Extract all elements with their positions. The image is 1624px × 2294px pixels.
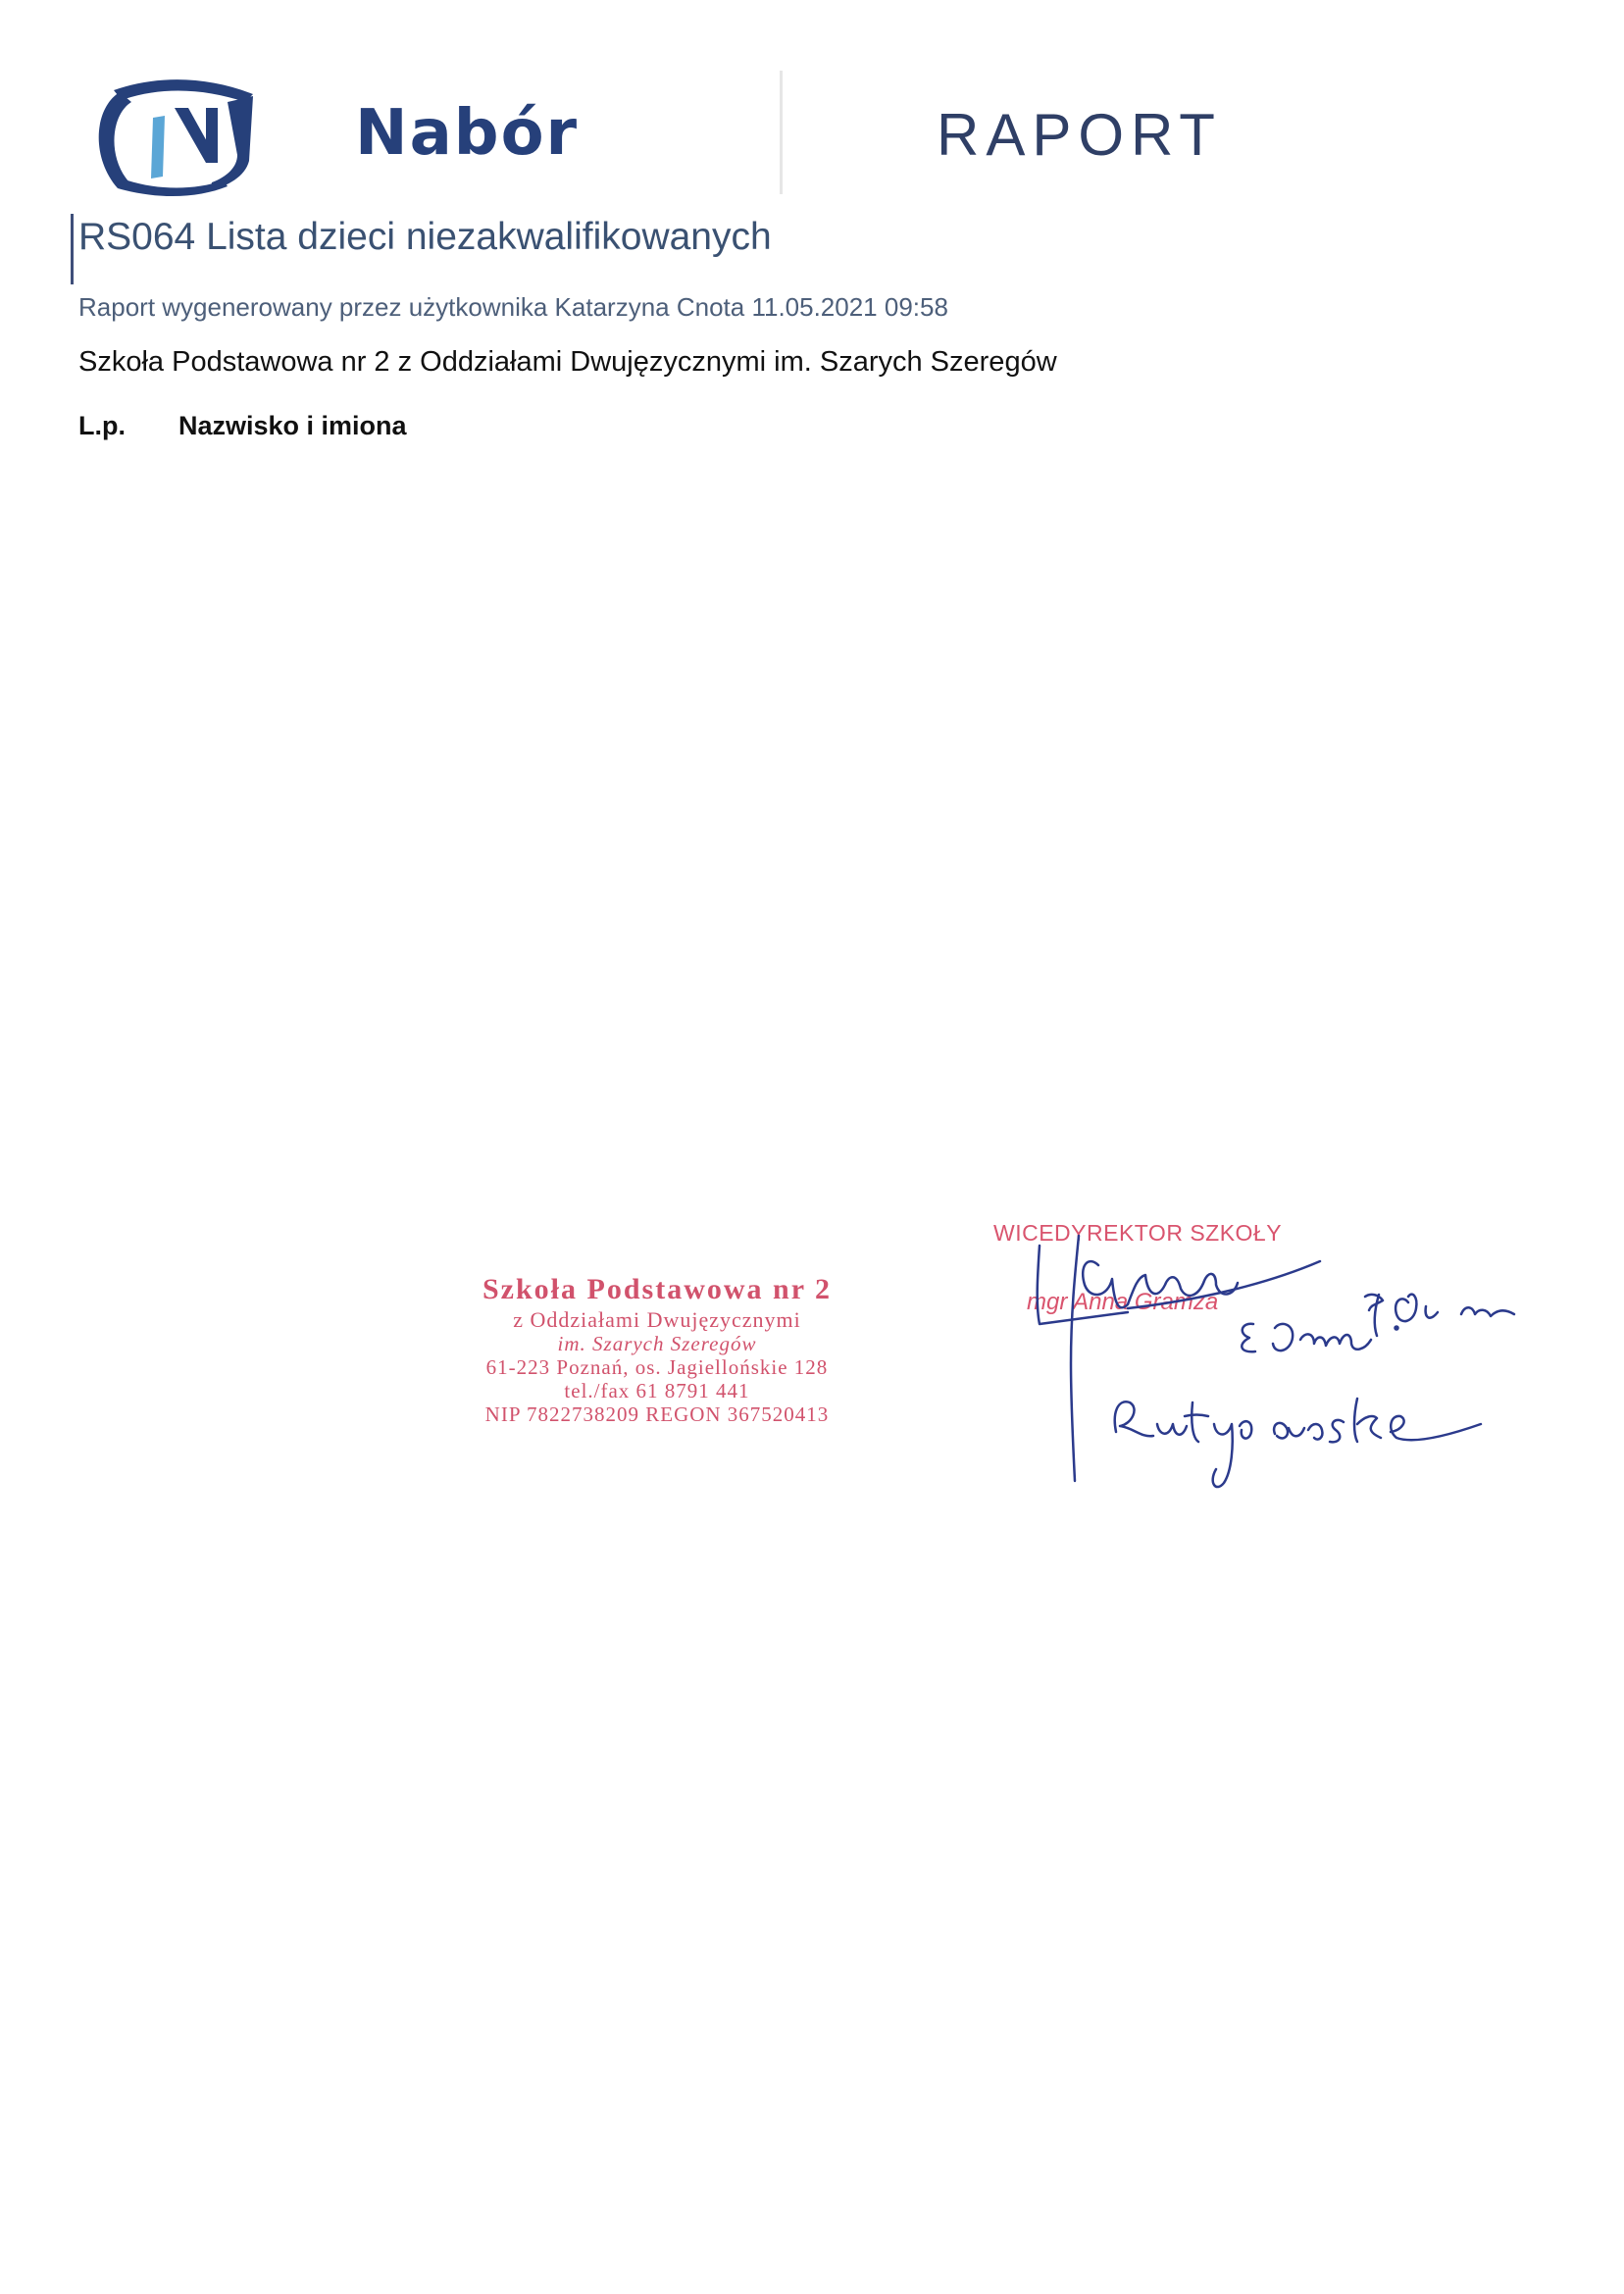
stamp-line: Szkoła Podstawowa nr 2 xyxy=(482,1273,832,1305)
report-generated-info: Raport wygenerowany przez użytkownika Katarzyna Cnota 11.05.2021 09:58 xyxy=(78,292,948,322)
stamp-line: 61-223 Poznań, os. Jagiellońskie 128 xyxy=(485,1354,829,1379)
stamp-line: tel./fax 61 8791 441 xyxy=(564,1379,750,1403)
school-stamp xyxy=(431,1273,883,1426)
nabor-logo-icon xyxy=(80,78,269,198)
title-accent-bar xyxy=(71,214,74,284)
logo-wordmark: Nabór xyxy=(355,97,580,170)
column-header-lp: L.p. xyxy=(78,411,126,440)
stamp-line: NIP 7822738209 REGON 367520413 xyxy=(484,1402,830,1427)
stamp-line: im. Szarych Szeregów xyxy=(557,1331,757,1355)
document-type-label: RAPORT xyxy=(937,102,1222,168)
header-divider xyxy=(780,71,783,194)
vice-director-stamp-title: WICEDYREKTOR SZKOŁY xyxy=(993,1220,1283,1246)
school-name: Szkoła Podstawowa nr 2 z Oddziałami Dwujęzycznymi im. Szarych Szeregów xyxy=(78,346,1057,378)
handwritten-signatures xyxy=(981,1206,1569,1569)
stamp-line: z Oddziałami Dwujęzycznymi xyxy=(513,1306,801,1332)
report-title: RS064 Lista dzieci niezakwalifikowanych xyxy=(78,216,772,258)
column-header-name: Nazwisko i imiona xyxy=(178,411,407,440)
vice-director-stamp-name: mgr Anna Gramza xyxy=(1027,1289,1219,1315)
